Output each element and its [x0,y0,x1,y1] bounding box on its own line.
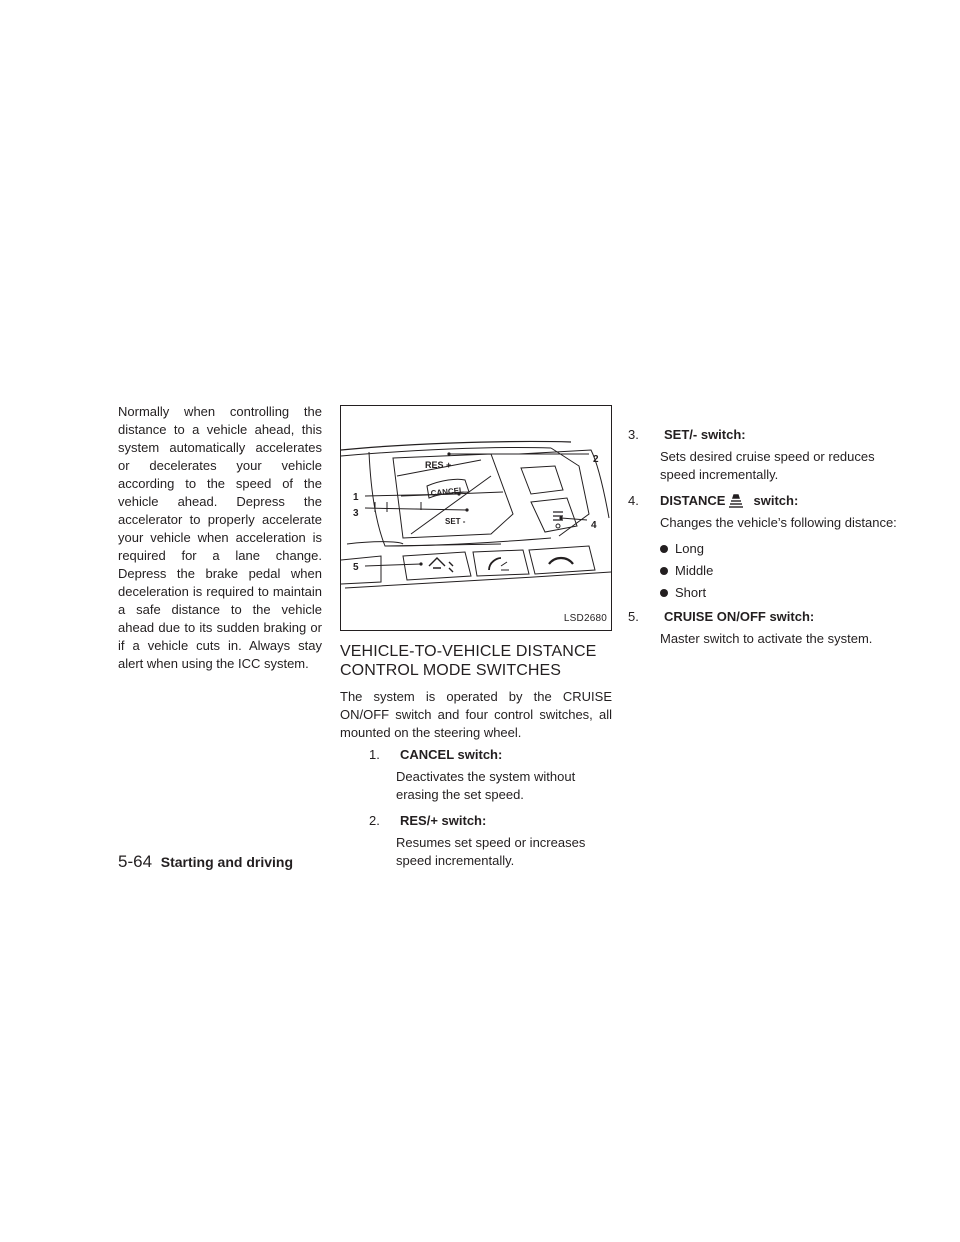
column-center [340,405,612,878]
callout-4: 4 [591,520,597,531]
item-number: 2. [369,813,380,828]
section-heading-line2: CONTROL MODE SWITCHES [340,662,562,679]
bullet-icon [660,567,668,575]
list-item-res [340,812,612,870]
item-description: Master switch to activate the system. [660,631,873,646]
item-description: Deactivates the system without erasing the set speed. [396,769,576,802]
list-item-cruise [628,608,910,648]
item-number: 5. [628,609,639,624]
steering-switch-illustration [340,405,612,631]
item-title: CANCEL switch: [400,747,503,762]
callout-1: 1 [353,492,359,503]
column-right [628,426,910,656]
page-footer [118,852,293,872]
page-number: 5-64 [118,852,153,871]
bullet-icon [660,545,668,553]
distance-options [660,540,910,602]
item-title: SET/- switch: [664,427,746,442]
item-title-switch: switch: [753,493,799,508]
item-number: 1. [369,747,380,762]
section-heading [340,642,612,680]
section-intro: The system is operated by the CRUISE ON/OFF switch and four control switches, all mounted on the steering wheel. [340,689,612,740]
item-description: Sets desired cruise speed or reduces speed incrementally. [660,449,875,482]
bullet-icon [660,589,668,597]
callout-2: 2 [593,454,599,465]
item-title-distance: DISTANCE [660,493,726,508]
figure-labels [341,406,612,631]
item-description: Changes the vehicle’s following distance: [660,515,897,530]
list-item: Middle [660,562,910,580]
cancel-label: CANCEL [430,485,465,498]
list-item-set [628,426,910,484]
item-title: RES/+ switch: [400,813,487,828]
item-number: 4. [628,493,639,508]
item-number: 3. [628,427,639,442]
item-title: CRUISE ON/OFF switch: [664,609,815,624]
callout-3: 3 [353,508,359,519]
section-title: Starting and driving [160,854,293,870]
distance-icon [727,493,745,509]
list-item-distance [628,492,910,602]
list-item: Long [660,540,910,558]
set-minus-label: SET - [445,517,466,526]
list-item-cancel [340,746,612,804]
list-item: Short [660,584,910,602]
item-description: Resumes set speed or increases speed incrementally. [396,835,586,868]
intro-paragraph: Normally when controlling the distance to a vehicle ahead, this system automatically accelerates or decelerates your vehicle according to the speed of the vehicle ahead. Depress the accelerator to properly accelerate your vehicle when acceleration is required for a lane change. Depress the brake pedal when deceleration is required to maintain a safe distance to the vehicle ahead due to its sudden braking or if a vehicle cuts in. Always stay alert when using the ICC system. [118,404,322,671]
figure-code: LSD2680 [563,613,607,624]
callout-5: 5 [353,562,359,573]
res-plus-label: RES + [425,460,452,470]
section-heading-line1: VEHICLE-TO-VEHICLE DISTANCE [340,643,597,660]
